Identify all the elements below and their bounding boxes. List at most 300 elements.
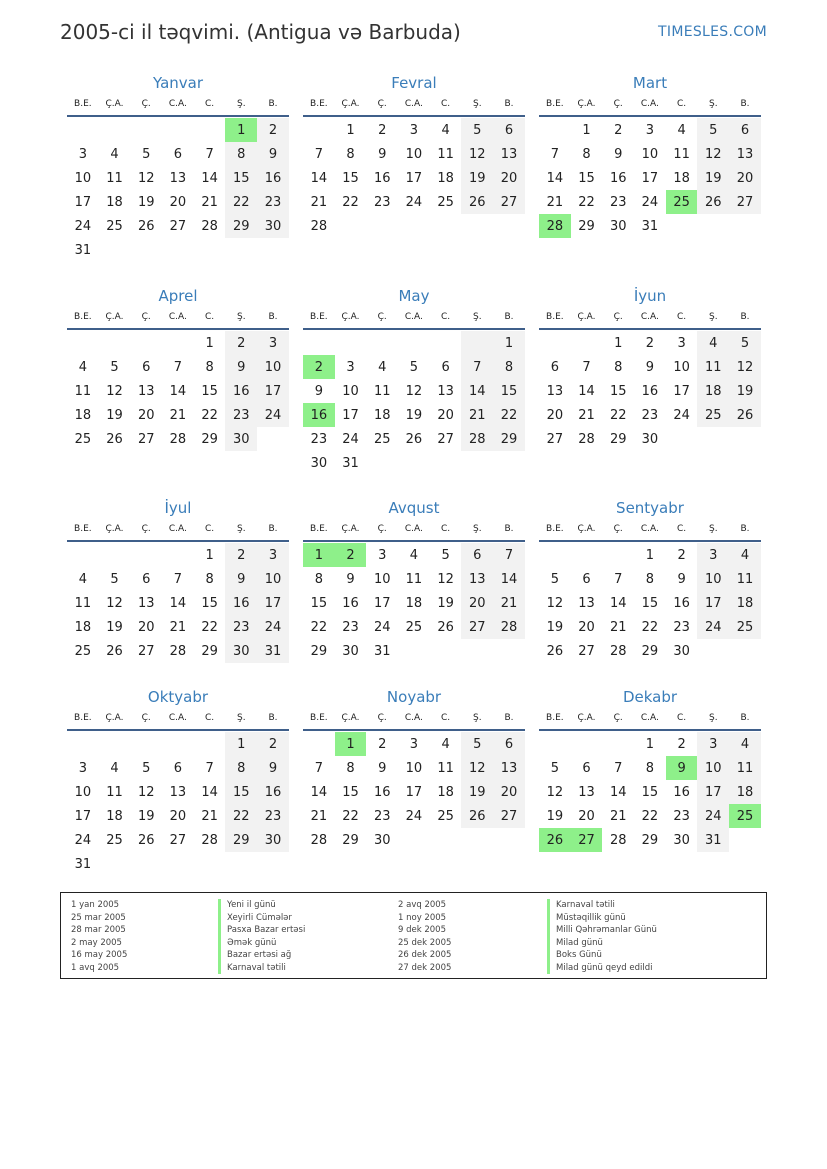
- day-cell: 11: [74, 383, 92, 399]
- weekday-label: C.A.: [404, 524, 423, 534]
- day-cell: 21: [609, 808, 627, 824]
- empty-cell: [257, 427, 289, 451]
- day-cell: 17: [74, 194, 92, 210]
- weekday-label: Ç.A.: [341, 312, 360, 322]
- day-cell: 17: [697, 780, 729, 804]
- legend-date: 2 may 2005: [71, 937, 122, 948]
- weekday-label: C.A.: [404, 312, 423, 322]
- weekday-label: C.A.: [640, 312, 659, 322]
- day-cell: 6: [142, 359, 151, 375]
- day-cell: 20: [169, 194, 187, 210]
- empty-cell: [366, 214, 398, 238]
- empty-cell: [461, 451, 493, 475]
- day-cell: 10: [405, 760, 423, 776]
- day-cell: 4: [110, 760, 119, 776]
- day-cell: 2: [225, 331, 257, 355]
- empty-cell: [335, 331, 367, 355]
- weekday-label: Ş.: [236, 312, 246, 322]
- day-cell: 13: [729, 142, 761, 166]
- day-cell: 2: [378, 736, 387, 752]
- empty-cell: [130, 118, 162, 142]
- day-cell: 15: [342, 170, 359, 186]
- day-cell: 4: [677, 122, 686, 138]
- day-cell: 21: [169, 407, 187, 423]
- empty-cell: [602, 732, 634, 756]
- day-cell: 18: [729, 780, 761, 804]
- weekday-header: [539, 93, 761, 117]
- day-cell: 28: [201, 832, 218, 848]
- day-cell: 9: [614, 146, 623, 162]
- day-cell: 12: [437, 571, 454, 587]
- day-cell: 24: [697, 804, 729, 828]
- day-cell: 23: [373, 194, 391, 210]
- day-cell: 19: [405, 407, 423, 423]
- day-grid: [539, 543, 761, 663]
- day-cell: 20: [137, 407, 155, 423]
- day-cell: 14: [578, 383, 595, 399]
- day-cell: 5: [142, 760, 151, 776]
- month-name: Dekabr: [622, 688, 678, 706]
- day-cell: 29: [609, 431, 627, 447]
- day-cell: 13: [461, 567, 493, 591]
- day-cell: 28: [310, 832, 328, 848]
- month-block: [303, 498, 525, 663]
- weekday-label: C.: [441, 312, 451, 322]
- day-cell: 2: [257, 732, 289, 756]
- day-cell: 18: [673, 170, 690, 186]
- day-cell: 24: [257, 615, 289, 639]
- day-cell: 24: [641, 194, 659, 210]
- weekday-label: C.: [205, 99, 215, 109]
- weekday-label: Ç.A.: [341, 99, 360, 109]
- weekday-label: B.E.: [546, 524, 564, 534]
- day-cell: 4: [729, 732, 761, 756]
- day-cell: 27: [493, 804, 525, 828]
- weekday-label: B.E.: [310, 524, 328, 534]
- day-cell: 21: [310, 194, 328, 210]
- weekday-header: [67, 707, 289, 731]
- day-cell: 8: [645, 571, 655, 587]
- empty-cell: [539, 732, 571, 756]
- day-cell: 26: [137, 832, 155, 848]
- legend-date: 16 may 2005: [71, 950, 128, 960]
- day-cell: 7: [493, 543, 525, 567]
- weekday-label: B.: [504, 312, 514, 322]
- day-cell: 30: [673, 832, 690, 848]
- day-cell: 3: [409, 736, 419, 752]
- day-cell: 6: [142, 571, 151, 587]
- legend-date: 26 dek 2005: [398, 950, 452, 960]
- weekday-label: C.A.: [640, 713, 659, 723]
- day-cell: 7: [173, 359, 183, 375]
- empty-cell: [539, 331, 571, 355]
- day-cell: 27: [493, 190, 525, 214]
- weekday-header: [539, 518, 761, 542]
- empty-cell: [571, 331, 603, 355]
- empty-cell: [162, 238, 194, 262]
- day-cell: 20: [461, 591, 493, 615]
- site-logo[interactable]: TIMESLES.COM: [658, 24, 767, 40]
- day-cell: 20: [578, 808, 595, 824]
- weekday-label: Ç.: [377, 99, 387, 109]
- legend-holiday-name: Milli Qəhrəmanlar Günü: [547, 924, 657, 937]
- day-cell: 7: [461, 355, 493, 379]
- weekday-label: Ç.A.: [105, 312, 124, 322]
- weekday-label: Ç.: [141, 312, 151, 322]
- day-cell: 27: [461, 615, 493, 639]
- day-cell: 14: [310, 170, 328, 186]
- day-cell: 18: [106, 808, 123, 824]
- day-cell: 21: [461, 403, 493, 427]
- day-cell: 4: [729, 543, 761, 567]
- day-cell: 5: [409, 359, 419, 375]
- empty-cell: [697, 427, 729, 451]
- day-cell: 9: [378, 146, 387, 162]
- day-cell: 8: [205, 359, 214, 375]
- day-cell: 29: [310, 643, 328, 659]
- month-block: [67, 286, 289, 451]
- empty-cell: [729, 427, 761, 451]
- legend-names-right: [547, 899, 657, 974]
- empty-cell: [493, 451, 525, 475]
- day-cell: 15: [310, 595, 328, 611]
- day-cell: 3: [409, 122, 419, 138]
- day-cell: 21: [201, 194, 218, 210]
- day-cell: 3: [257, 331, 289, 355]
- day-cell: 19: [461, 780, 493, 804]
- day-cell: 20: [493, 166, 525, 190]
- empty-cell: [729, 639, 761, 663]
- day-cell: 25: [74, 643, 92, 659]
- day-cell: 12: [697, 142, 729, 166]
- weekday-label: C.: [441, 99, 451, 109]
- day-cell: 10: [257, 567, 289, 591]
- day-cell: 30: [257, 828, 289, 852]
- day-cell: 29: [641, 832, 659, 848]
- empty-cell: [162, 732, 194, 756]
- day-cell: 24: [673, 407, 690, 423]
- day-cell: 3: [697, 732, 729, 756]
- day-cell: 9: [666, 756, 698, 780]
- day-grid: [539, 732, 761, 852]
- day-cell: 6: [173, 760, 183, 776]
- month-name: Avqust: [388, 499, 440, 517]
- legend-date: 2 avq 2005: [398, 900, 447, 910]
- day-cell: 14: [609, 784, 627, 800]
- day-cell: 18: [74, 407, 92, 423]
- weekday-label: C.A.: [168, 312, 187, 322]
- day-cell: 16: [673, 784, 690, 800]
- day-cell: 20: [169, 808, 187, 824]
- weekday-label: Ç.: [613, 713, 623, 723]
- day-cell: 16: [225, 379, 257, 403]
- day-cell: 15: [578, 170, 595, 186]
- empty-cell: [130, 852, 162, 876]
- day-cell: 19: [729, 379, 761, 403]
- day-cell: 30: [257, 214, 289, 238]
- empty-cell: [335, 214, 367, 238]
- day-cell: 1: [493, 331, 525, 355]
- day-cell: 22: [342, 194, 359, 210]
- day-cell: 11: [729, 567, 761, 591]
- day-cell: 27: [137, 643, 155, 659]
- empty-cell: [571, 732, 603, 756]
- day-cell: 18: [74, 619, 92, 635]
- weekday-label: C.: [677, 312, 687, 322]
- weekday-label: C.: [677, 713, 687, 723]
- day-cell: 12: [729, 355, 761, 379]
- weekday-label: Ç.: [613, 524, 623, 534]
- legend-names-left: [218, 899, 305, 974]
- day-cell: 3: [257, 543, 289, 567]
- weekday-label: Ç.A.: [341, 713, 360, 723]
- empty-cell: [67, 543, 99, 567]
- empty-cell: [398, 214, 430, 238]
- empty-cell: [257, 238, 289, 262]
- month-name: Yanvar: [152, 74, 204, 92]
- legend-date: 25 dek 2005: [398, 937, 452, 948]
- month-block: [67, 498, 289, 663]
- day-cell: 4: [697, 331, 729, 355]
- day-cell: 14: [461, 379, 493, 403]
- weekday-label: Ç.A.: [577, 524, 596, 534]
- weekday-header: [303, 306, 525, 330]
- day-cell: 2: [677, 547, 686, 563]
- day-cell: 18: [437, 784, 454, 800]
- empty-cell: [493, 214, 525, 238]
- month-name: Oktyabr: [147, 688, 209, 706]
- day-cell: 24: [405, 808, 423, 824]
- day-cell: 19: [546, 619, 564, 635]
- day-cell: 1: [346, 122, 355, 138]
- day-cell: 19: [437, 595, 454, 611]
- empty-cell: [729, 828, 761, 852]
- day-cell: 21: [493, 591, 525, 615]
- day-cell: 18: [729, 591, 761, 615]
- empty-cell: [430, 828, 462, 852]
- legend-holiday-name: Əmək günü: [218, 937, 305, 950]
- day-cell: 4: [110, 146, 119, 162]
- day-grid: [303, 732, 525, 852]
- page-title: 2005-ci il təqvimi. (Antigua və Barbuda): [60, 20, 461, 44]
- day-cell: 18: [106, 194, 123, 210]
- day-cell: 22: [641, 619, 659, 635]
- day-cell: 24: [342, 431, 359, 447]
- day-cell: 7: [173, 571, 183, 587]
- day-cell: 14: [609, 595, 627, 611]
- empty-cell: [67, 732, 99, 756]
- empty-cell: [366, 331, 398, 355]
- day-cell: 12: [546, 595, 564, 611]
- day-cell: 22: [225, 804, 257, 828]
- weekday-label: Ş.: [708, 312, 718, 322]
- day-cell: 22: [493, 403, 525, 427]
- day-cell: 22: [225, 190, 257, 214]
- weekday-label: Ç.A.: [105, 99, 124, 109]
- day-grid: [67, 331, 289, 451]
- weekday-header: [67, 93, 289, 117]
- day-cell: 23: [673, 619, 690, 635]
- day-cell: 10: [697, 756, 729, 780]
- day-cell: 31: [74, 242, 92, 258]
- empty-cell: [67, 331, 99, 355]
- day-cell: 29: [342, 832, 359, 848]
- day-cell: 17: [641, 170, 659, 186]
- day-cell: 18: [697, 379, 729, 403]
- day-cell: 9: [257, 756, 289, 780]
- day-cell: 25: [729, 804, 761, 828]
- day-cell: 1: [335, 732, 367, 756]
- day-cell: 11: [106, 170, 123, 186]
- day-cell: 5: [110, 359, 119, 375]
- weekday-label: Ç.A.: [341, 524, 360, 534]
- day-cell: 30: [225, 427, 257, 451]
- weekday-label: Ş.: [236, 713, 246, 723]
- month-name: Mart: [632, 74, 668, 92]
- weekday-label: Ş.: [708, 524, 718, 534]
- day-cell: 24: [74, 832, 92, 848]
- day-cell: 14: [546, 170, 564, 186]
- day-cell: 5: [550, 760, 559, 776]
- weekday-label: Ş.: [472, 312, 482, 322]
- empty-cell: [493, 828, 525, 852]
- legend-date: 1 avq 2005: [71, 962, 120, 973]
- month-name: Aprel: [158, 287, 198, 305]
- day-cell: 5: [461, 732, 493, 756]
- legend-holiday-name: Xeyirli Cümələr: [218, 912, 305, 925]
- day-cell: 25: [697, 403, 729, 427]
- empty-cell: [130, 732, 162, 756]
- day-cell: 4: [378, 359, 387, 375]
- day-cell: 13: [493, 142, 525, 166]
- day-cell: 31: [697, 828, 729, 852]
- day-cell: 11: [373, 383, 391, 399]
- day-cell: 13: [169, 170, 187, 186]
- day-grid: [303, 118, 525, 238]
- day-cell: 3: [78, 146, 87, 162]
- month-block: [67, 73, 289, 262]
- weekday-label: Ç.: [613, 99, 623, 109]
- weekday-label: C.A.: [404, 99, 423, 109]
- day-cell: 16: [225, 591, 257, 615]
- weekday-label: B.E.: [310, 312, 328, 322]
- day-cell: 10: [405, 146, 423, 162]
- day-cell: 11: [673, 146, 690, 162]
- empty-cell: [602, 543, 634, 567]
- day-cell: 1: [205, 547, 214, 563]
- weekday-label: Ç.: [141, 99, 151, 109]
- day-cell: 7: [614, 760, 623, 776]
- day-cell: 21: [609, 619, 627, 635]
- day-cell: 17: [257, 591, 289, 615]
- day-cell: 10: [74, 784, 92, 800]
- weekday-label: Ş.: [236, 524, 246, 534]
- weekday-label: Ç.: [141, 524, 151, 534]
- weekday-label: B.: [740, 312, 750, 322]
- day-cell: 14: [169, 383, 187, 399]
- day-cell: 31: [373, 643, 391, 659]
- day-cell: 13: [578, 595, 595, 611]
- day-cell: 1: [582, 122, 591, 138]
- day-cell: 17: [257, 379, 289, 403]
- empty-cell: [99, 543, 131, 567]
- day-cell: 12: [106, 383, 123, 399]
- empty-cell: [666, 214, 698, 238]
- day-cell: 23: [641, 407, 659, 423]
- day-cell: 22: [201, 619, 218, 635]
- day-cell: 9: [257, 142, 289, 166]
- weekday-label: C.A.: [168, 524, 187, 534]
- day-cell: 11: [74, 595, 92, 611]
- day-cell: 7: [314, 760, 323, 776]
- day-cell: 22: [310, 619, 328, 635]
- day-cell: 7: [550, 146, 559, 162]
- day-cell: 2: [645, 335, 655, 351]
- weekday-label: B.E.: [74, 524, 92, 534]
- empty-cell: [194, 238, 226, 262]
- day-cell: 2: [257, 118, 289, 142]
- empty-cell: [697, 639, 729, 663]
- weekday-header: [539, 707, 761, 731]
- day-cell: 20: [578, 619, 595, 635]
- empty-cell: [571, 543, 603, 567]
- day-cell: 14: [310, 784, 328, 800]
- weekday-label: Ç.A.: [577, 713, 596, 723]
- day-grid: [539, 331, 761, 451]
- empty-cell: [130, 331, 162, 355]
- weekday-label: C.: [205, 312, 215, 322]
- weekday-label: B.E.: [546, 713, 564, 723]
- empty-cell: [303, 118, 335, 142]
- empty-cell: [398, 639, 430, 663]
- day-cell: 30: [225, 639, 257, 663]
- month-name: Noyabr: [386, 688, 442, 706]
- day-grid: [539, 118, 761, 238]
- day-cell: 8: [346, 146, 355, 162]
- day-cell: 31: [257, 639, 289, 663]
- holiday-legend: [60, 892, 767, 979]
- day-cell: 29: [578, 218, 595, 234]
- day-cell: 9: [225, 355, 257, 379]
- day-cell: 17: [74, 808, 92, 824]
- day-cell: 14: [201, 170, 218, 186]
- day-cell: 20: [729, 166, 761, 190]
- day-cell: 23: [225, 403, 257, 427]
- empty-cell: [130, 238, 162, 262]
- empty-cell: [430, 451, 462, 475]
- day-cell: 30: [641, 431, 659, 447]
- day-cell: 18: [405, 595, 423, 611]
- day-cell: 30: [373, 832, 391, 848]
- weekday-label: B.E.: [74, 713, 92, 723]
- weekday-label: Ç.A.: [577, 99, 596, 109]
- weekday-label: B.: [504, 713, 514, 723]
- empty-cell: [366, 451, 398, 475]
- legend-date: 28 mar 2005: [71, 925, 126, 935]
- day-cell: 8: [645, 760, 655, 776]
- day-cell: 30: [609, 218, 627, 234]
- weekday-label: Ç.: [613, 312, 623, 322]
- day-cell: 10: [697, 567, 729, 591]
- day-cell: 27: [169, 218, 187, 234]
- day-cell: 18: [437, 170, 454, 186]
- day-cell: 7: [614, 571, 623, 587]
- day-cell: 12: [546, 784, 564, 800]
- legend-date: 27 dek 2005: [398, 962, 452, 973]
- day-cell: 24: [405, 194, 423, 210]
- day-cell: 7: [205, 146, 214, 162]
- day-cell: 15: [609, 383, 627, 399]
